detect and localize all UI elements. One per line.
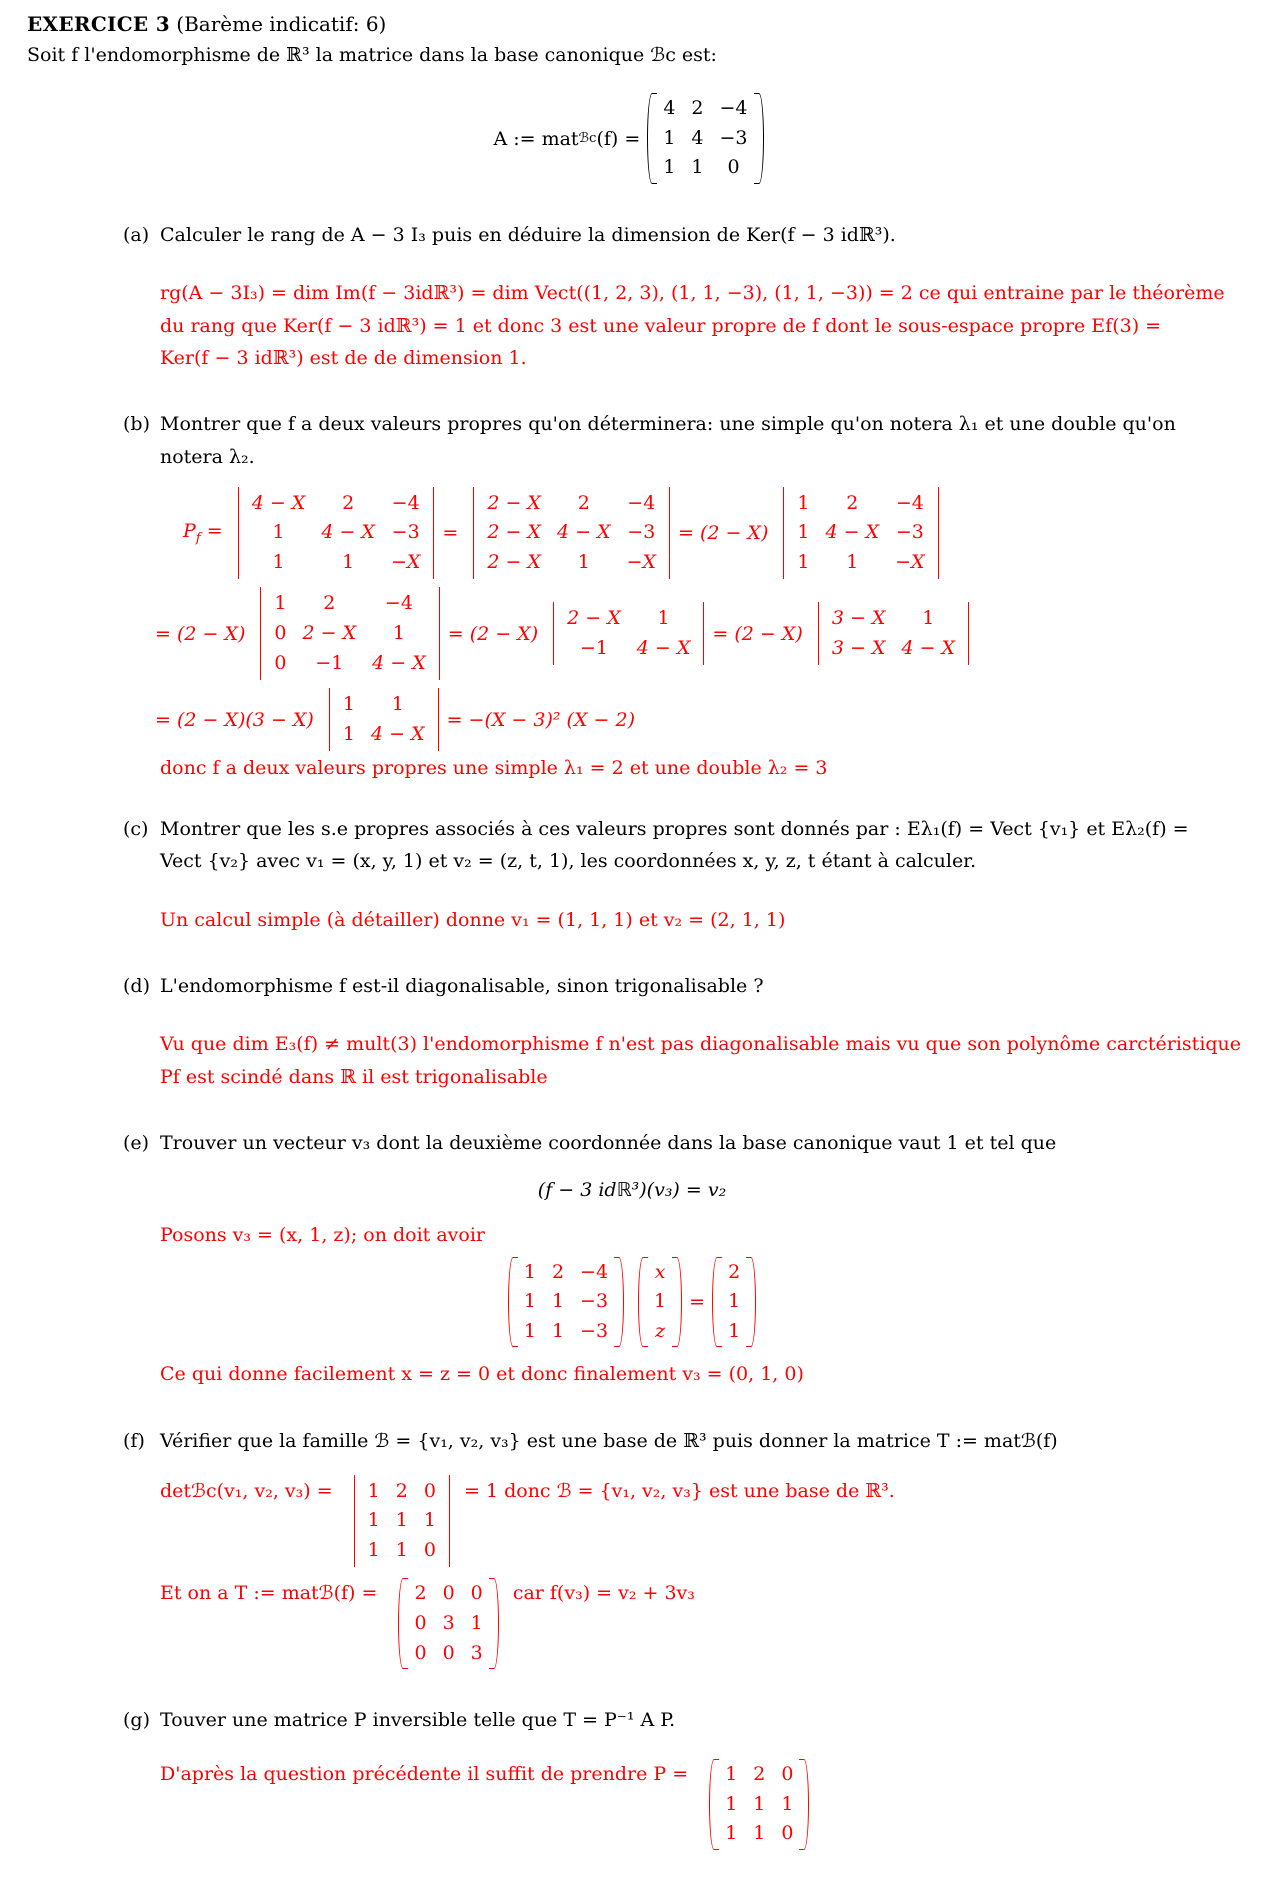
answer-d — [160, 1028, 1264, 1093]
answer-f-det-line — [160, 1475, 1264, 1568]
determinant-basis: 1 2 0 1 1 1 1 1 0 — [354, 1475, 450, 1568]
item-e-text: Trouver un vecteur v₃ dont la deuxième coordonnée dans la base canonique vaut 1 et tel que — [160, 1131, 1057, 1154]
item-f-text: Vérifier que la famille ℬ = {v₁, v₂, v₃} est une base de ℝ³ puis donner la matrice T := matℬ(f) — [160, 1429, 1058, 1452]
answer-b-math — [155, 487, 1264, 779]
determinant-5: 2 − X 1 −1 4 − X — [553, 602, 704, 665]
item-c-text-line1: Montrer que les s.e propres associés à ces valeurs propres sont donnés par : Eλ₁(f) = Vect {v₁} et Eλ₂(f) = — [160, 818, 1189, 841]
factor-2: = (2 − X) — [155, 622, 246, 645]
answer-f — [160, 1475, 1264, 1670]
item-a-label: (a) — [123, 224, 150, 247]
item-e — [123, 1127, 1264, 1159]
char-poly-line3 — [155, 688, 1264, 751]
item-b-text-line2: notera λ₂. — [160, 445, 255, 468]
item-b-text-line1: Montrer que f a deux valeurs propres qu'on déterminera: une simple qu'on notera λ₁ et une double qu'on — [160, 413, 1176, 436]
equals-1: = — [442, 522, 459, 545]
factor-1: = (2 − X) — [678, 522, 769, 545]
matrix-T: 2 0 0 0 3 1 0 0 3 — [398, 1577, 498, 1670]
answer-b-conclusion: donc f a deux valeurs propres une simple λ₁ = 2 et une double λ₂ = 3 — [160, 757, 828, 780]
exercise-title-bareme: (Barème indicatif: 6) — [169, 12, 387, 36]
equation-A-row — [493, 92, 770, 185]
factor-5: = (2 − X)(3 − X) — [155, 708, 314, 731]
item-c — [123, 813, 1264, 878]
vector-unknown: x 1 z — [638, 1256, 682, 1349]
matrix-system: 1 2 −4 1 1 −3 1 1 −3 — [508, 1256, 624, 1349]
item-e-label: (e) — [123, 1131, 150, 1154]
item-b — [123, 408, 1264, 473]
matrix-A: 4 2 −4 1 4 −3 1 1 0 — [647, 92, 763, 185]
equation-e-text: (f − 3 idℝ³)(v₃) = v₂ — [537, 1179, 727, 1202]
answer-e-posons: Posons v₃ = (x, 1, z); on doit avoir — [160, 1224, 485, 1247]
equation-e-matrix-row — [501, 1256, 763, 1349]
factor-3: = (2 − X) — [447, 622, 539, 645]
determinant-3: 1 2 −4 1 4 − X −3 1 1 −X — [783, 487, 938, 580]
item-b-text — [160, 408, 1176, 473]
answer-f-T-line — [160, 1577, 1264, 1670]
item-d-text: L'endomorphisme f est-il diagonalisable, sinon trigonalisable ? — [160, 975, 764, 998]
item-a-text: Calculer le rang de A − 3 I₃ puis en déduire la dimension de Ker(f − 3 idℝ³). — [160, 224, 896, 247]
matrix-T-lhs: Et on a T := matℬ(f) = — [160, 1582, 378, 1605]
determinant-2: 2 − X 2 −4 2 − X 4 − X −3 2 − X 1 −X — [473, 487, 670, 580]
item-f-label: (f) — [123, 1429, 145, 1452]
exercise-title-number: EXERCICE 3 — [27, 12, 170, 36]
intro-text: Soit f l'endomorphisme de ℝ³ la matrice dans la base canonique ℬc est: — [27, 44, 717, 66]
item-d-label: (d) — [123, 975, 150, 998]
char-poly-lhs: $P_f$ = — [183, 520, 223, 547]
answer-a — [160, 277, 1264, 374]
determinant-7: 1 1 1 4 − X — [329, 688, 439, 751]
answer-a-line1: rg(A − 3I₃) = dim Im(f − 3idℝ³) = dim Vect((1, 2, 3), (1, 1, −3), (1, 1, −3)) = 2 ce qui entraine par le théorème — [160, 282, 1225, 305]
item-g-text: Touver une matrice P inversible telle que T = P⁻¹ A P. — [160, 1709, 676, 1732]
answer-d-line2: Pf est scindé dans ℝ il est trigonalisable — [160, 1065, 548, 1088]
item-b-label: (b) — [123, 413, 150, 436]
answer-a-line2: du rang que Ker(f − 3 idℝ³) = 1 et donc 3 est une valeur propre de f dont le sous-espace propre Ef(3) = — [160, 314, 1162, 337]
matrix-T-rhs: car f(v₃) = v₂ + 3v₃ — [512, 1582, 695, 1605]
item-f — [123, 1425, 1264, 1457]
equation-e-matrix — [0, 1256, 1264, 1349]
item-c-text-line2: Vect {v₂} avec v₁ = (x, y, 1) et v₂ = (z, t, 1), les coordonnées x, y, z, t étant à calculer. — [160, 850, 977, 873]
equation-matrix-A — [0, 92, 1264, 185]
item-a — [123, 219, 1264, 251]
answer-c: Un calcul simple (à détailler) donne v₁ = (1, 1, 1) et v₂ = (2, 1, 1) — [160, 908, 786, 931]
answer-a-line3: Ker(f − 3 idℝ³) est de de dimension 1. — [160, 346, 527, 369]
item-d — [123, 970, 1264, 1002]
equation-A-rhs: (f) = — [596, 127, 641, 150]
equation-A-lhs: A := mat — [493, 127, 579, 150]
char-poly-result: = −(X − 3)² (X − 2) — [446, 708, 635, 731]
matrix-P-lhs: D'après la question précédente il suffit de prendre P = — [160, 1763, 689, 1786]
item-g-label: (g) — [123, 1709, 150, 1732]
exercise-title — [27, 12, 1264, 36]
item-g — [123, 1704, 1264, 1736]
equals-system: = — [689, 1290, 706, 1313]
char-poly-line1 — [183, 487, 1264, 580]
answer-d-line1: Vu que dim E₃(f) ≠ mult(3) l'endomorphisme f n'est pas diagonalisable mais vu que son polynôme carctéristique — [160, 1033, 1242, 1056]
factor-4: = (2 − X) — [712, 622, 803, 645]
det-basis-lhs: detℬc(v₁, v₂, v₃) = — [160, 1479, 333, 1502]
matrix-P: 1 2 0 1 1 1 1 1 0 — [709, 1758, 809, 1851]
determinant-1: 4 − X 2 −4 1 4 − X −3 1 1 −X — [238, 487, 435, 580]
char-poly-line2 — [155, 587, 1264, 680]
determinant-4: 1 2 −4 0 2 − X 1 0 −1 4 − X — [260, 587, 439, 680]
equation-e-display — [0, 1179, 1264, 1201]
det-basis-rhs: = 1 donc ℬ = {v₁, v₂, v₃} est une base de ℝ³. — [464, 1479, 895, 1502]
answer-g-line — [160, 1758, 1264, 1851]
vector-result: 2 1 1 — [712, 1256, 756, 1349]
equation-A-subscript: ℬc — [578, 131, 597, 147]
item-c-label: (c) — [123, 818, 149, 841]
item-c-text — [160, 813, 1189, 878]
answer-g — [160, 1758, 1264, 1851]
determinant-6: 3 − X 1 3 − X 4 − X — [818, 602, 969, 665]
answer-e-conclusion: Ce qui donne facilement x = z = 0 et donc finalement v₃ = (0, 1, 0) — [160, 1363, 804, 1386]
